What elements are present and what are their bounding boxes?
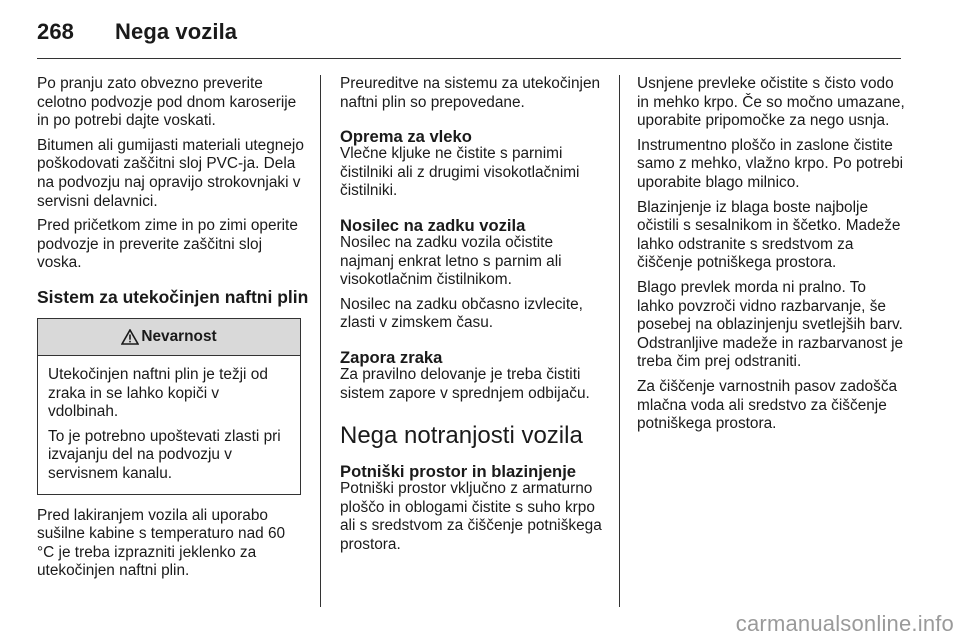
- hazard-box: [37, 318, 301, 495]
- section-heading-brake: Zapora zraka: [340, 347, 443, 367]
- hazard-body: [38, 356, 300, 494]
- chapter-heading-interior: Nega notranjosti vozila: [340, 422, 583, 450]
- column-left: [37, 75, 309, 587]
- hazard-paragraph: To je potrebno upoštevati zlasti pri izvajanju del na podvozju v servisnem kanalu.: [48, 427, 281, 482]
- section-heading-lpg: Sistem za utekočinjen naftni plin: [37, 286, 309, 307]
- paragraph: Blago prevlek morda ni pralno. To lahko povzroči vidno razbarvanje, še posebej na oblazinjenju svetlejših barv. Odstranljive madeže in razbarvanost je treba čim prej odstraniti.: [637, 278, 904, 371]
- paragraph: Potniški prostor vključno z armaturno ploščo in oblogami čistite s suho krpo ali s sredstvom za čiščenje potniškega prostora.: [340, 480, 602, 553]
- warning-icon: [121, 329, 139, 345]
- paragraph: Za čiščenje varnostnih pasov zadošča mlačna voda ali sredstvo za čiščenje potniškega prostora.: [637, 377, 898, 433]
- paragraph: Po pranju zato obvezno preverite celotno podvozje pod dnom karoserije in po potrebi dajte voskati.: [37, 75, 297, 130]
- paragraph: Za pravilno delovanje je treba čistiti sistem zapore v sprednjem odbijaču.: [340, 365, 590, 402]
- section-heading-cabin: Potniški prostor in blazinjenje: [340, 462, 577, 482]
- paragraph: Vlečne kljuke ne čistite s parnimi čistilniki ali z drugimi visokotlačnimi čistilniki.: [340, 145, 580, 200]
- section-heading-rack: Nosilec na zadku vozila: [340, 215, 526, 235]
- paragraph: Instrumentno ploščo in zaslone čistite samo z mehko, vlažno krpo. Po potrebi uporabite blago milnico.: [637, 136, 904, 191]
- hazard-title: Nevarnost: [141, 327, 217, 345]
- paragraph: Usnjene prevleke očistite s čisto vodo in mehko krpo. Če so močno umazane, uporabite pripomočke za nego usnja.: [637, 75, 905, 130]
- column-divider: [320, 75, 321, 607]
- header-rule: [37, 58, 901, 59]
- column-middle: [340, 75, 610, 561]
- paragraph: Pred lakiranjem vozila ali uporabo sušilne kabine s temperaturo nad 60 °C je treba izprazniti jeklenko za utekočinjen naftni plin.: [37, 506, 286, 580]
- column-divider: [619, 75, 620, 607]
- page-number: 268: [37, 19, 75, 44]
- paragraph: Pred pričetkom zime in po zimi operite podvozje in preverite zaščitni sloj voska.: [37, 217, 298, 272]
- paragraph: Blazinjenje iz blaga boste najbolje očistili s sesalnikom in ščetko. Madeže lahko odstranite s sredstvom za čiščenje potniškega prostora.: [637, 198, 901, 272]
- page-header: [37, 14, 237, 50]
- column-right: [637, 75, 905, 440]
- watermark: carmanualsonline.info: [735, 611, 954, 636]
- page-title: Nega vozila: [115, 19, 238, 44]
- paragraph: Nosilec na zadku vozila očistite najmanj enkrat letno s parnim ali visokotlačnim čistilnikom.: [340, 233, 562, 289]
- paragraph: Nosilec na zadku občasno izvlecite, zlasti v zimskem času.: [340, 295, 583, 332]
- hazard-paragraph: Utekočinjen naftni plin je težji od zraka in se lahko kopiči v vdolbinah.: [48, 365, 268, 421]
- section-heading-tow: Oprema za vleko: [340, 127, 472, 147]
- hazard-header: [38, 319, 300, 356]
- paragraph: Preureditve na sistemu za utekočinjen naftni plin so prepovedane.: [340, 75, 601, 111]
- paragraph: Bitumen ali gumijasti materiali utegnejo poškodovati zaščitni sloj PVC-ja. Dela na podvozju naj opravijo strokovnjaki v servisni delavnici.: [37, 136, 304, 210]
